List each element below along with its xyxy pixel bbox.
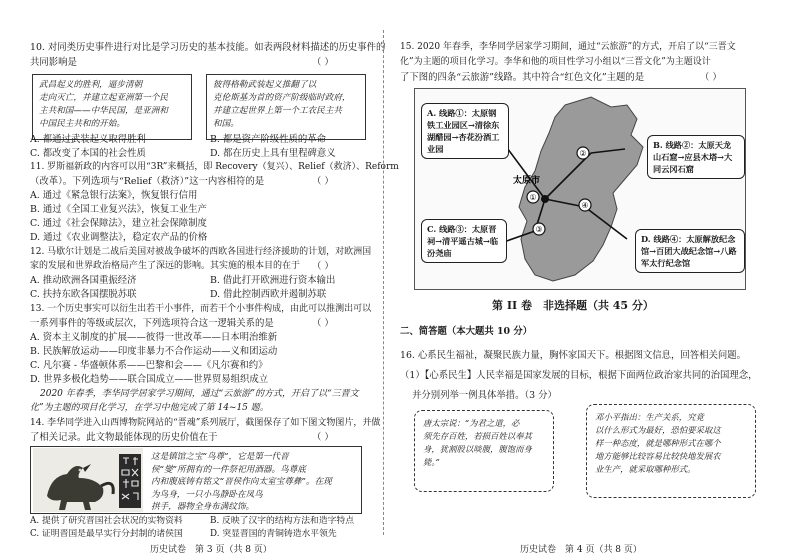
context-intro-2: 化”为主题的项目化学习，在学习中他完成了第 14~15 题。: [30, 403, 269, 413]
column-divider: [383, 30, 384, 535]
q11-answer-paren: （ ）: [312, 176, 334, 187]
q15-stem: 15. 2020 年春季，李华同学居家学习期间，通过“云旅游”的方式，开启了以“三晋文: [400, 42, 736, 52]
q14-option-a[interactable]: A. 提供了研究晋国社会状况的实物资料: [30, 516, 183, 526]
q14-artifact-panel: [30, 446, 362, 514]
q11-option-a[interactable]: A. 通过《紧急银行法案》，恢复银行信用: [30, 190, 198, 201]
marker-1: ①: [529, 193, 537, 202]
q13-answer-paren: （ ）: [312, 318, 334, 329]
q11-option-d[interactable]: D. 通过《农业调整法》，稳定农产品的价格: [30, 232, 208, 243]
short-answer-heading: 二、简答题（本大题共 10 分）: [400, 326, 533, 337]
q14-stem-2: 了相关记录。此文物最能体现的历史价值在于: [30, 432, 218, 443]
q13-stem: 13. 一个历史事实可以衍生出若干小事件，而若干个小事件构成，由此可以推测出可以: [30, 304, 372, 314]
q12-option-b[interactable]: B. 借此打开欧洲进行资本输出: [210, 275, 336, 286]
q14-option-d[interactable]: D. 突显晋国的青铜铸造水平领先: [210, 529, 337, 539]
deng-xiaoping-quote: 邓小平指出：生产关系，究竟 以什么形式为最好，恐怕要采取这 样一种态度，就是哪种形式在哪个 地方能够比较容易比较快地发展农 业生产，就采取哪种形式。: [586, 404, 756, 498]
q12-option-d[interactable]: D. 借此控制西欧并遏制苏联: [210, 289, 327, 300]
q11-stem: 11. 罗斯福新政的内容可以用“3R”来概括，即 Recovery（复兴）、Relief（救济）、Reform: [30, 162, 399, 172]
q10-stem: 10. 对同类历史事件进行对比是学习历史的基本技能。如表两段材料描述的历史事件的: [30, 42, 386, 53]
q14-artifact-caption: 这是镇馆之宝“鸟尊”，它是第一代晋 侯“燮”所拥有的一件祭祀用酒器。鸟尊底 内和腹底铸有铭文“晋侯作向太室宝尊彝”。在现 为鸟身，一只小鸟静卧在凤鸟 拱手，器物全身布满纹饰。: [151, 452, 332, 512]
q16-part1-b: 并分别列举一例具体举措。（3 分）: [412, 390, 557, 401]
bird-zun-artifact-icon: [33, 448, 143, 512]
q16-part1: （1）【心系民生】人民幸福是国家发展的目标，根据下面两位政治家共同的治国理念，: [400, 370, 758, 381]
q14-answer-paren: （ ）: [312, 432, 334, 443]
q11-option-b[interactable]: B. 通过《全国工业复兴法》，恢复工业生产: [30, 204, 207, 215]
q12-stem-2: 家的发展和世界政治格局产生了深远的影响。其实施的根本目的在于: [30, 261, 301, 271]
q13-stem-2: 一系列事件的等级或层次，下列选项符合这一逻辑关系的是: [30, 318, 274, 329]
section-ii-title: 第 II 卷 非选择题（共 45 分）: [492, 299, 654, 312]
q14-option-b[interactable]: B. 反映了汉字的结构方法和造字特点: [210, 516, 355, 526]
page-3: [30, 0, 399, 560]
route-b-label[interactable]: B. 线路②：太原天龙山石窟→应县木塔→大同云冈石窟: [647, 135, 745, 179]
page-4: [400, 0, 768, 560]
q10-option-a[interactable]: A. 都通过武装起义取得胜利: [30, 134, 146, 145]
q14-option-c[interactable]: C. 证明晋国是最早实行分封制的诸侯国: [30, 529, 183, 539]
taiyuan-label: 太原市: [513, 176, 541, 186]
q15-answer-paren: （ ）: [700, 72, 722, 83]
q14-stem: 14. 李华同学进入山西博物院网站的“晋魂”系列展厅，截图保存了如下图文物图片，并做: [30, 418, 381, 428]
q12-answer-paren: （ ）: [312, 261, 334, 272]
q10-quote-a: 武昌起义的胜利，逼步清朝 走向灭亡，并建立起亚洲第一个民 主共和国——中华民国，是亚洲和 中国民主共和的开始。: [32, 74, 192, 140]
q11-option-c[interactable]: C. 通过《社会保障法》，建立社会保障制度: [30, 218, 207, 229]
q15-stem-2: 化”为主题的项目化学习。李华和他的项目性学习小组以“三晋文化”为主题设计: [400, 57, 711, 67]
route-d-label[interactable]: D. 线路④：太原解放纪念馆→百团大战纪念馆→八路军太行纪念馆: [635, 229, 745, 273]
shanxi-route-map: [414, 88, 746, 290]
context-intro: 2020 年春季，李华同学居家学习期间，通过“云旅游”的方式，开启了以“三晋文: [40, 389, 359, 399]
q12-option-a[interactable]: A. 推动欧洲各国重振经济: [30, 275, 137, 286]
q16-stem: 16. 心系民生福祉，凝聚民族力量，胸怀家国天下。根据图文信息，回答相关问题。: [400, 350, 747, 361]
q11-stem-2: （改革）。下列选项与“Relief（救济）”这一内容相符的是: [30, 176, 265, 187]
q13-option-d[interactable]: D. 世界多极化趋势——联合国成立——世界贸易组织成立: [30, 374, 269, 385]
q10-option-c[interactable]: C. 都改变了本国的社会性质: [30, 148, 146, 159]
q13-option-a[interactable]: A. 资本主义制度的扩展——彼得一世改革——日本明治维新: [30, 332, 278, 343]
route-a-label[interactable]: A. 线路①：太原钢铁工业园区→清徐东湖醋园→杏花汾酒工业园: [421, 103, 509, 159]
q10-option-b[interactable]: B. 都是资产阶级性质的革命: [210, 134, 326, 145]
q15-stem-3: 了下图的四条“云旅游”线路。其中符合“红色文化”主题的是: [400, 72, 645, 83]
q12-option-c[interactable]: C. 扶持东欧各国摆脱苏联: [30, 289, 137, 300]
route-c-label[interactable]: C. 线路③：太原晋祠→清平遥古城→临汾尧庙: [421, 219, 507, 263]
page-4-footer: 历史试卷 第 4 页（共 8 页）: [520, 545, 642, 555]
marker-3: ③: [535, 225, 543, 234]
marker-4: ④: [581, 201, 589, 210]
q13-option-b[interactable]: B. 民族解放运动——印度非暴力不合作运动——义和团运动: [30, 346, 278, 357]
q12-stem: 12. 马歇尔计划是二战后美国对被战争破坏的西欧各国进行经济援助的计划，对欧洲国: [30, 247, 372, 257]
q10-stem-2: 共同影响是: [30, 57, 77, 68]
q10-option-d[interactable]: D. 都在历史上具有里程碑意义: [210, 148, 336, 159]
page-3-footer: 历史试卷 第 3 页（共 8 页）: [150, 545, 272, 555]
marker-2: ②: [579, 149, 587, 158]
q10-answer-paren: （ ）: [312, 57, 334, 68]
tang-taizong-quote: 唐太宗说：“为君之道，必 须先存百姓，若损百姓以奉其 身，犹割股以啖腹，腹饱而身 毙。”: [414, 410, 554, 492]
q10-quote-b: 彼得格勒武装起义推翻了以 克伦斯基为首的资产阶级临时政府， 并建立起世界上第一个工农民主共 和国。: [206, 74, 366, 140]
q13-option-c[interactable]: C. 凡尔赛 - 华盛顿体系——巴黎和会——《凡尔赛和约》: [30, 360, 268, 371]
